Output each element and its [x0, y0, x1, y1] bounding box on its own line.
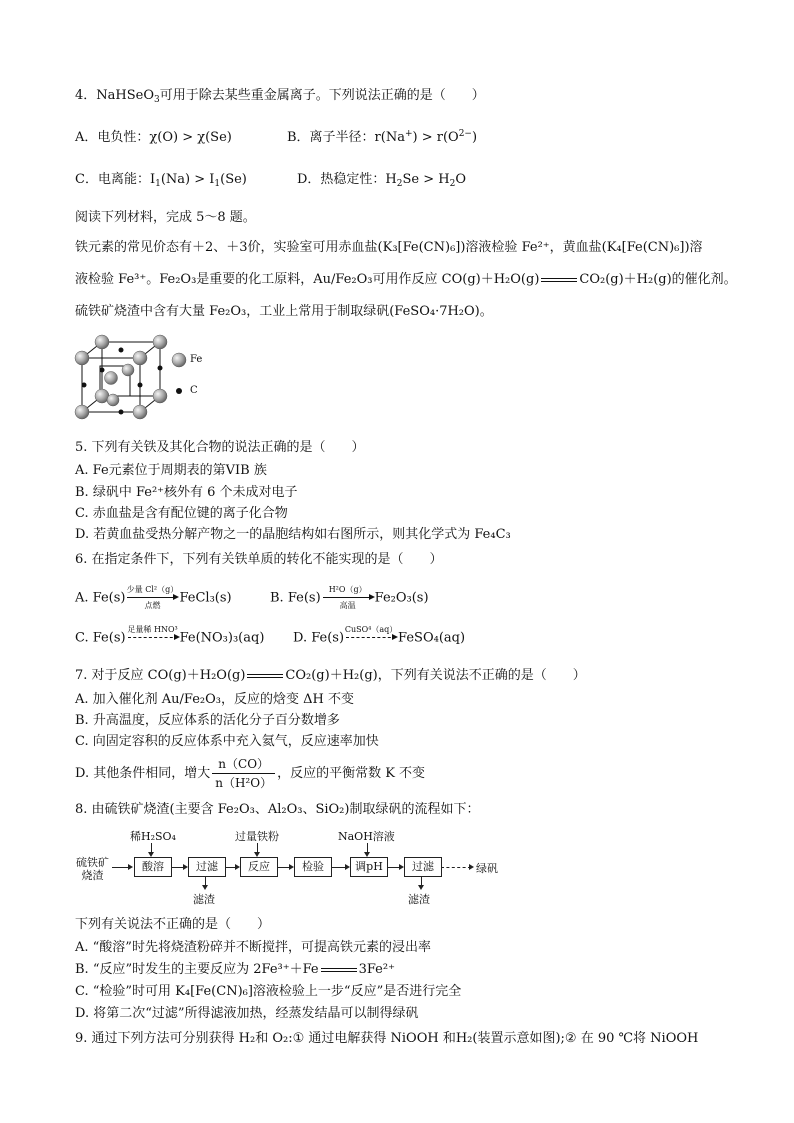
- reaction-arrow: 少量 Cl²（g） 点燃: [126, 585, 179, 610]
- q5-option-b: B. 绿矾中 Fe²⁺核外有 6 个未成对电子: [75, 485, 298, 500]
- q5-option-d: D. 若黄血盐受热分解产物之一的晶胞结构如右图所示，则其化学式为 Fe₄C₃: [75, 527, 511, 542]
- q4-stem: 4．NaHSeO$_3$可用于除去某些重金属离子。下列说法正确的是（ ）: [75, 88, 485, 105]
- flow-input-iron: 过量铁粉: [235, 830, 279, 843]
- q9-stem: 9. 通过下列方法可分别获得 H₂和 O₂:① 通过电解获得 NiOOH 和H₂(装置示意如图);② 在 90 ℃将 NiOOH: [75, 1031, 699, 1046]
- q8-stem: 8. 由硫铁矿烧渣(主要含 Fe₂O₃、Al₂O₃、SiO₂)制取绿矾的流程如下：: [75, 802, 480, 817]
- flow-step-acid-dissolve: 酸溶: [134, 857, 172, 877]
- q5-option-c: C. 赤血盐是含有配位键的离子化合物: [75, 506, 288, 521]
- reaction-arrow: 足量稀 HNO³: [126, 628, 180, 648]
- q8-option-c: C. “检验”时可用 K₄[Fe(CN)₆]溶液检验上一步“反应”是否进行完全: [75, 984, 462, 999]
- q8-option-d: D. 将第二次“过滤”所得滤液加热，经蒸发结晶可以制得绿矾: [75, 1006, 419, 1021]
- q6-option-b: B. Fe(s) H²O（g） 高温 Fe₂O₃(s): [270, 585, 429, 610]
- q7-stem: 7. 对于反应 CO(g)＋H₂O(g) CO₂(g)＋H₂(g)，下列有关说法不正确的是（ ）: [75, 668, 586, 683]
- q7-option-b: B. 升高温度，反应体系的活化分子百分数增多: [75, 713, 340, 728]
- q4-option-b: B．离子半径：$r(Na^+) > r(O^{2-})$: [287, 129, 478, 145]
- q6-stem: 6. 在指定条件下，下列有关铁单质的转化不能实现的是（ ）: [75, 552, 443, 567]
- q7-option-a: A. 加入催化剂 Au/Fe₂O₃，反应的焓变 ΔH 不变: [75, 692, 354, 707]
- flow-end-label: 绿矾: [476, 862, 498, 875]
- legend-c-label: C: [190, 385, 198, 396]
- q5-stem: 5. 下列有关铁及其化合物的说法正确的是（ ）: [75, 440, 365, 455]
- material-para-1: 铁元素的常见价态有＋2、＋3价，实验室可用赤血盐(K₃[Fe(CN)₆])溶液检验 Fe²⁺，黄血盐(K₄[Fe(CN)₆])溶: [75, 240, 703, 255]
- material-para-2: 液检验 Fe³⁺。Fe₂O₃是重要的化工原料，Au/Fe₂O₃可用作反应 CO(g)＋H₂O(g) CO₂(g)＋H₂(g)的催化剂。: [75, 272, 737, 287]
- flow-residue-2: 滤渣: [408, 893, 430, 906]
- q7-option-d: D. 其他条件相同，增大 $\frac{n(CO)}{\text{n（H²O）}}$ ，反应的平衡常数 K 不变: [75, 757, 426, 790]
- q5-option-a: A. Fe元素位于周期表的第VIB 族: [75, 463, 267, 478]
- flow-residue-1: 滤渣: [193, 893, 215, 906]
- equilibrium-sign: [247, 674, 283, 678]
- equals-sign: [321, 968, 357, 972]
- q7-option-c: C. 向固定容积的反应体系中充入氦气，反应速率加快: [75, 734, 379, 749]
- crystal-cell-diagram: [70, 330, 210, 422]
- q4-option-c: C．电离能：$I_1(Na) > I_1(Se)$: [75, 172, 247, 189]
- legend-fe-symbol: [172, 353, 186, 367]
- equilibrium-sign: [541, 278, 577, 282]
- q4-option-d: D．热稳定性：$H_2Se > H_2O$: [297, 172, 466, 189]
- q8-option-b: B. “反应”时发生的主要反应为 2Fe³⁺＋Fe 3Fe²⁺: [75, 962, 395, 977]
- flow-step-test: 检验: [294, 857, 332, 877]
- flow-step-filter-2: 过滤: [404, 857, 442, 877]
- reaction-arrow: CuSO⁴（aq）: [344, 628, 398, 648]
- legend-c-symbol: [176, 388, 182, 394]
- flow-start-label: 硫铁矿 烧渣: [76, 856, 109, 882]
- mole-ratio-fraction: $\frac{n(CO)}{\text{n（H²O）}}$: [212, 755, 275, 792]
- material-intro: 阅读下列材料，完成 5～8 题。: [75, 210, 256, 225]
- flow-input-naoh: NaOH溶液: [338, 830, 395, 843]
- material-para-3: 硫铁矿烧渣中含有大量 Fe₂O₃，工业上常用于制取绿矾(FeSO₄·7H₂O)。: [75, 304, 493, 319]
- q6-option-a: A. Fe(s) 少量 Cl²（g） 点燃 FeCl₃(s): [75, 585, 232, 610]
- q8-option-a: A. “酸溶”时先将烧渣粉碎并不断搅拌，可提高铁元素的浸出率: [75, 940, 431, 955]
- reaction-arrow: H²O（g） 高温: [321, 588, 375, 608]
- q6-option-d: D. Fe(s) CuSO⁴（aq） FeSO₄(aq): [293, 628, 465, 648]
- q8-sub-stem: 下列有关说法不正确的是（ ）: [75, 917, 271, 932]
- legend-fe-label: Fe: [190, 354, 203, 365]
- flow-step-filter-1: 过滤: [188, 857, 226, 877]
- q4-option-a: A．电负性：χ(O) > χ(Se): [75, 130, 232, 145]
- flow-input-acid: 稀H₂SO₄: [130, 830, 176, 843]
- flow-step-react: 反应: [240, 857, 278, 877]
- flow-step-adjust-ph: 调pH: [350, 857, 388, 877]
- q6-option-c: C. Fe(s) 足量稀 HNO³ Fe(NO₃)₃(aq): [75, 628, 264, 648]
